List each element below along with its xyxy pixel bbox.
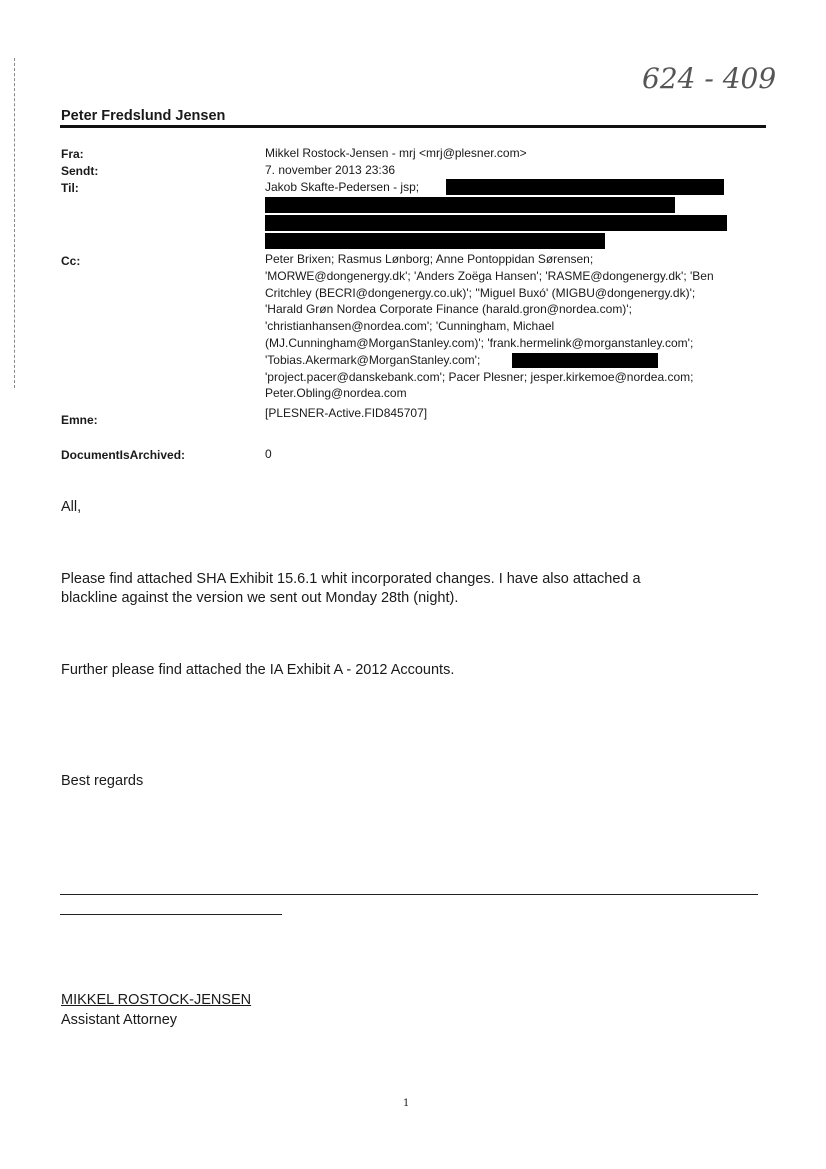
from-value: Mikkel Rostock-Jensen - mrj <mrj@plesner.com> <box>265 146 527 160</box>
handwritten-annotation <box>638 56 798 100</box>
redaction-bar <box>512 353 658 368</box>
signature-divider <box>60 894 758 895</box>
cc-line: 'MORWE@dongenergy.dk'; 'Anders Zoëga Hansen'; 'RASME@dongenergy.dk'; 'Ben <box>265 268 714 283</box>
from-label: Fra: <box>61 147 84 161</box>
sent-value: 7. november 2013 23:36 <box>265 163 396 177</box>
owner-divider <box>60 125 766 128</box>
closing: Best regards <box>61 773 144 789</box>
cc-line: 'Harald Grøn Nordea Corporate Finance (harald.gron@nordea.com)'; <box>265 302 632 317</box>
handwritten-annotation-text: 624 - 409 <box>642 62 777 95</box>
cc-line: Critchley (BECRI@dongenergy.co.uk)'; ''Miguel Buxó' (MIGBU@dongenergy.dk)'; <box>265 285 696 300</box>
body-paragraph-1-line-1: Please find attached SHA Exhibit 15.6.1 whit incorporated changes. I have also attached a <box>61 571 641 587</box>
redaction-bar <box>265 215 727 231</box>
signature-divider-short <box>60 914 282 915</box>
to-label: Til: <box>61 181 79 195</box>
archived-value: 0 <box>265 447 272 461</box>
cc-value <box>265 251 745 402</box>
greeting: All, <box>61 499 82 515</box>
redaction-bar <box>446 179 724 195</box>
cc-line: (MJ.Cunningham@MorganStanley.com)'; 'frank.hermelink@morganstanley.com'; <box>265 335 694 350</box>
sent-label: Sendt: <box>61 164 99 178</box>
archived-label: DocumentIsArchived: <box>61 448 186 462</box>
cc-line: 'project.pacer@danskebank.com'; Pacer Plesner; jesper.kirkemoe@nordea.com; <box>265 369 694 384</box>
signature-name: MIKKEL ROSTOCK-JENSEN <box>61 992 252 1008</box>
scan-margin-mark <box>14 58 17 388</box>
page-number: 1 <box>403 1098 410 1109</box>
subject-value: [PLESNER-Active.FID845707] <box>265 406 428 420</box>
mailbox-owner: Peter Fredslund Jensen <box>61 108 226 124</box>
cc-label: Cc: <box>61 254 81 268</box>
redaction-bar <box>265 233 605 249</box>
cc-line: Peter.Obling@nordea.com <box>265 386 407 401</box>
redaction-bar <box>265 197 675 213</box>
cc-line: 'christianhansen@nordea.com'; 'Cunningham, Michael <box>265 319 555 334</box>
signature-title: Assistant Attorney <box>61 1012 178 1028</box>
subject-label: Emne: <box>61 413 98 427</box>
body-paragraph-2: Further please find attached the IA Exhibit A - 2012 Accounts. <box>61 662 455 678</box>
body-paragraph-1-line-2: blackline against the version we sent out Monday 28th (night). <box>61 590 459 606</box>
to-value: Jakob Skafte-Pedersen - jsp; <box>265 180 420 194</box>
cc-line: 'Tobias.Akermark@MorganStanley.com'; <box>265 352 481 367</box>
cc-line: Peter Brixen; Rasmus Lønborg; Anne Pontoppidan Sørensen; <box>265 252 594 266</box>
